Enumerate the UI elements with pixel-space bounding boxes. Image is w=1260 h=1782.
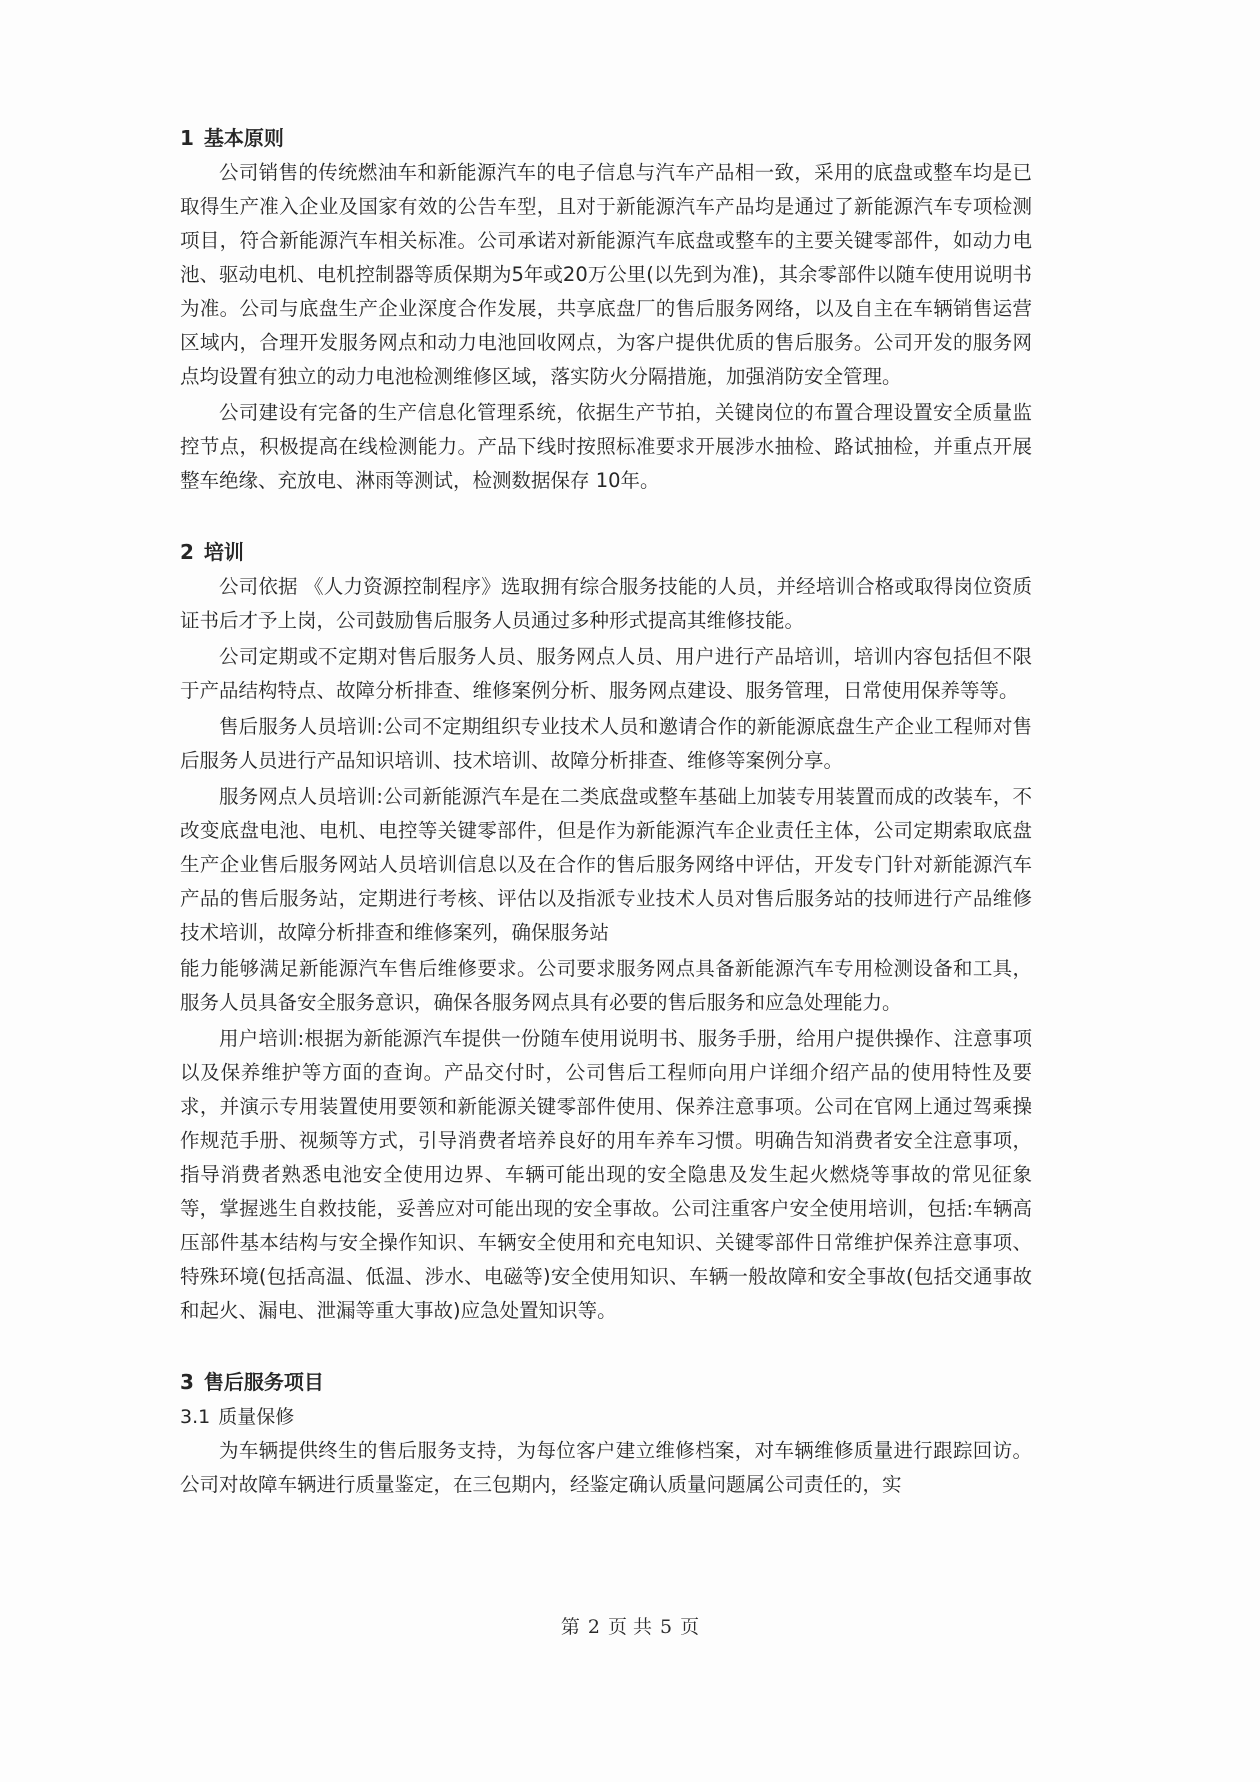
footer-middle: 页 共 [607,1616,653,1638]
paragraph: 公司定期或不定期对售后服务人员、服务网点人员、用户进行产品培训，培训内容包括但不限于产品结构特点、故障分析排查、维修案例分析、服务网点建设、服务管理，日常使用保养等等。 [180,645,1032,702]
paragraph: 公司依据 《人力资源控制程序》选取拥有综合服务技能的人员，并经培训合格或取得岗位资质证书后才予上岗，公司鼓励售后服务人员通过多种形式提高其维修技能。 [180,575,1032,632]
section-training [180,534,1032,1328]
subsection-title: 质量保修 [218,1406,295,1428]
paragraph: 为车辆提供终生的售后服务支持，为每位客户建立维修档案，对车辆维修质量进行跟踪回访。公司对故障车辆进行质量鉴定，在三包期内，经鉴定确认质量问题属公司责任的，实 [180,1439,1032,1496]
paragraph: 公司销售的传统燃油车和新能源汽车的电子信息与汽车产品相一致，采用的底盘或整车均是已取得生产准入企业及国家有效的公告车型，且对于新能源汽车产品均是通过了新能源汽车专项检测项目，符合新能源汽车相关标准。公司承诺对新能源汽车底盘或整车的主要关键零部件，如动力电池、驱动电机、电机控制器等质保期为5年或20万公里(以先到为准)，其余零部件以随车使用说明书为准。公司与底盘生产企业深度合作发展，共享底盘厂的售后服务网络，以及自主在车辆销售运营区域内，合理开发服务网点和动力电池回收网点，为客户提供优质的售后服务。公司开发的服务网点均设置有独立的动力电池检测维修区域，落实防火分隔措施，加强消防安全管理。 [180,161,1032,388]
paragraph: 能力能够满足新能源汽车售后维修要求。公司要求服务网点具备新能源汽车专用检测设备和工具，服务人员具备安全服务意识，确保各服务网点具有必要的售后服务和应急处理能力。 [180,957,1032,1014]
document-body [180,120,1032,1504]
section-number: 1 [180,126,194,150]
subsection-heading [180,1400,1032,1434]
section-spacer [180,1330,1032,1364]
section-heading [180,120,1032,156]
section-number: 3 [180,1370,194,1394]
section-heading [180,1364,1032,1400]
section-after-sales-items [180,1364,1032,1502]
paragraph: 售后服务人员培训:公司不定期组织专业技术人员和邀请合作的新能源底盘生产企业工程师对售后服务人员进行产品知识培训、技术培训、故障分析排查、维修等案例分享。 [180,715,1032,772]
section-title: 售后服务项目 [203,1370,324,1394]
section-title: 培训 [203,540,244,564]
footer-current-page: 2 [587,1616,600,1638]
section-title: 基本原则 [203,126,284,150]
section-heading [180,534,1032,570]
footer-prefix: 第 [560,1616,580,1638]
footer-suffix: 页 [680,1616,700,1638]
footer-total-pages: 5 [660,1616,673,1638]
paragraph: 服务网点人员培训:公司新能源汽车是在二类底盘或整车基础上加装专用装置而成的改装车，不改变底盘电池、电机、电控等关键零部件，但是作为新能源汽车企业责任主体，公司定期索取底盘生产企业售后服务网站人员培训信息以及在合作的售后服务网络中评估，开发专门针对新能源汽车产品的售后服务站，定期进行考核、评估以及指派专业技术人员对售后服务站的技师进行产品维修技术培训，故障分析排查和维修案列，确保服务站 [180,785,1032,944]
page-footer [0,1612,1260,1639]
paragraph: 用户培训:根据为新能源汽车提供一份随车使用说明书、服务手册，给用户提供操作、注意事项以及保养维护等方面的查询。产品交付时，公司售后工程师向用户详细介绍产品的使用特性及要求，并演示专用装置使用要领和新能源关键零部件使用、保养注意事项。公司在官网上通过驾乘操作规范手册、视频等方式，引导消费者培养良好的用车养车习惯。明确告知消费者安全注意事项，指导消费者熟悉电池安全使用边界、车辆可能出现的安全隐患及发生起火燃烧等事故的常见征象等，掌握逃生自救技能，妥善应对可能出现的安全事故。公司注重客户安全使用培训，包括:车辆高压部件基本结构与安全操作知识、车辆安全使用和充电知识、关键零部件日常维护保养注意事项、特殊环境(包括高温、低温、涉水、电磁等)安全使用知识、车辆一般故障和安全事故(包括交通事故和起火、漏电、泄漏等重大事故)应急处置知识等。 [180,1027,1032,1322]
section-basic-principles [180,120,1032,498]
subsection-number: 3.1 [180,1406,211,1428]
section-number: 2 [180,540,194,564]
section-spacer [180,500,1032,534]
paragraph: 公司建设有完备的生产信息化管理系统，依据生产节拍，关键岗位的布置合理设置安全质量监控节点，积极提高在线检测能力。产品下线时按照标准要求开展涉水抽检、路试抽检，并重点开展整车绝缘、充放电、淋雨等测试，检测数据保存 10年。 [180,401,1032,492]
